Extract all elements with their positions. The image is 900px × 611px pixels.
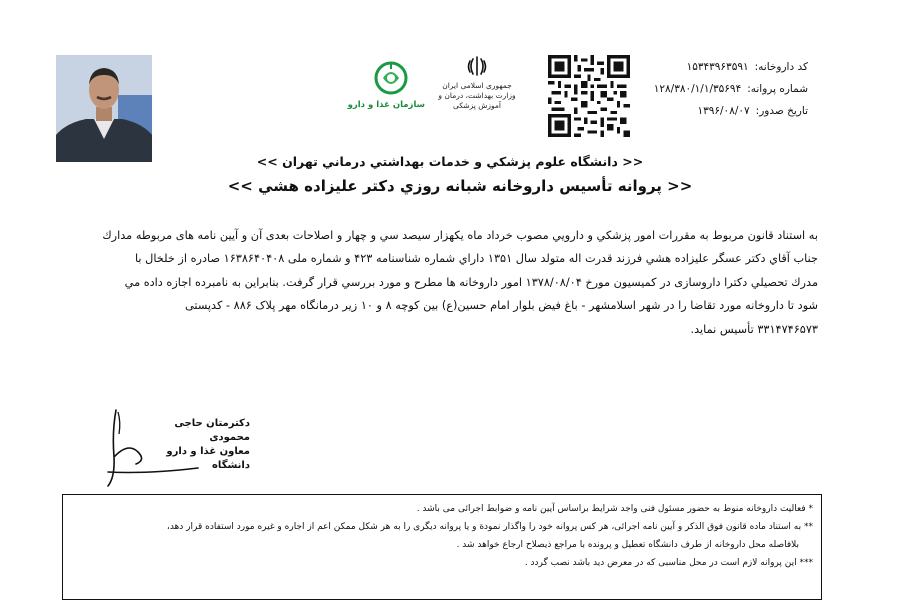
fda-caption: سازمان غذا و دارو [347,100,425,110]
license-number-row [608,78,808,100]
pharmacy-code-label: کد داروخانه: [754,61,808,73]
signatory [150,417,250,473]
signatory-name: دکترمتان حاجی محمودی [174,418,250,443]
note-line: *** اين پروانه لازم است در محل مناسبی كه در معرض ديد باشد نصب گردد . [524,558,813,568]
ministry-caption-1: جمهوری اسلامی ایران [442,81,512,90]
qr-code-icon [548,55,630,137]
note-line: * فعاليت داروخانه منوط به حضور مسئول فنی واجد شرايط براساس آيين نامه و ضوابط اجرائی می باشد . [416,504,813,514]
person-photo-icon [56,55,152,162]
iran-emblem-icon [466,55,488,77]
issue-date-label: تاریخ صدور: [755,105,808,117]
pharmacy-code-row [608,56,808,78]
body-line: جناب آقاي دكتر عسگر عليزاده هشي فرزند قدرت اله متولد سال ۱۳۵۱ داراي شماره شناسنامه ۴۲۳ و شماره ملی ۱۶۳۸۶۴۰۴۰۸ صادره از خلخال با [134,252,818,266]
license-number-label: شماره پروانه: [747,83,808,95]
signatory-title: معاون غذا و دارو دانشگاه [166,446,250,471]
issue-date-row [608,100,808,122]
license-title: << پروانه تأسيس داروخانه شبانه روزي دكتر عليزاده هشي >> [227,177,693,195]
license-meta [608,56,808,122]
notes-box [62,494,822,600]
body-line: مدرك تحصيلي دكترا داروسازی در كميسيون مورخ ۱۳۷۸/۰۸/۰۴ امور داروخانه ها مطرح و مورد بررسي قرار گرفت. بنابراين به نامبرده اجازه داده مي [124,275,818,289]
owner-photo [56,55,152,162]
body-line: شود تا داروخانه مورد تقاضا را در شهر اسلامشهر - باغ فيض بلوار امام حسين(ع) بين كوچه ۸ و ۱۰ زير درمانگاه مهر پلاک ۸۸۶ - كدپستی [185,299,818,313]
body-line: به استناد قانون مربوط به مقررات امور پزشكي و دارويي مصوب خرداد ماه يكهزار سيصد سي و چهار و اصلاحات بعدی آن و آيين نامه های مربوطه مدارك [102,229,818,242]
note-line: ** به استناد ماده قانون فوق الذكر و آيين نامه اجرائی، هر كس پروانه خود را واگذار نمودة و يا پروانه ديگری را به هر شكل ممكن اعم از اجاره و غيره مورد استفاده قرار دهد، [166,522,813,532]
ministry-caption-2: وزارت بهداشت، درمان و آموزش پزشکی [438,91,516,110]
pharmacy-code-value: ۱۵۳۴۳۹۶۳۵۹۱ [686,61,749,73]
university-heading: << دانشگاه علوم پزشكي و خدمات بهداشتي درماني تهران >> [256,154,644,169]
license-body [60,224,818,341]
fda-logo [347,60,425,130]
issue-date-value: ۱۳۹۶/۰۸/۰۷ [697,105,750,117]
note-line: بلافاصله محل داروخانه از طرف دانشگاه تعطيل و پرونده با مراجع ذيصلاح ارجاع خواهد شد . [456,540,799,550]
license-number-value: ۱۲۸/۳۸۰/۱/۱/۳۵۶۹۴ [653,83,742,95]
body-line: ۳۳۱۴۷۴۶۵۷۳ تأسيس نمايد. [690,322,818,336]
fda-emblem-icon [373,60,409,96]
ministry-logo [427,55,527,130]
